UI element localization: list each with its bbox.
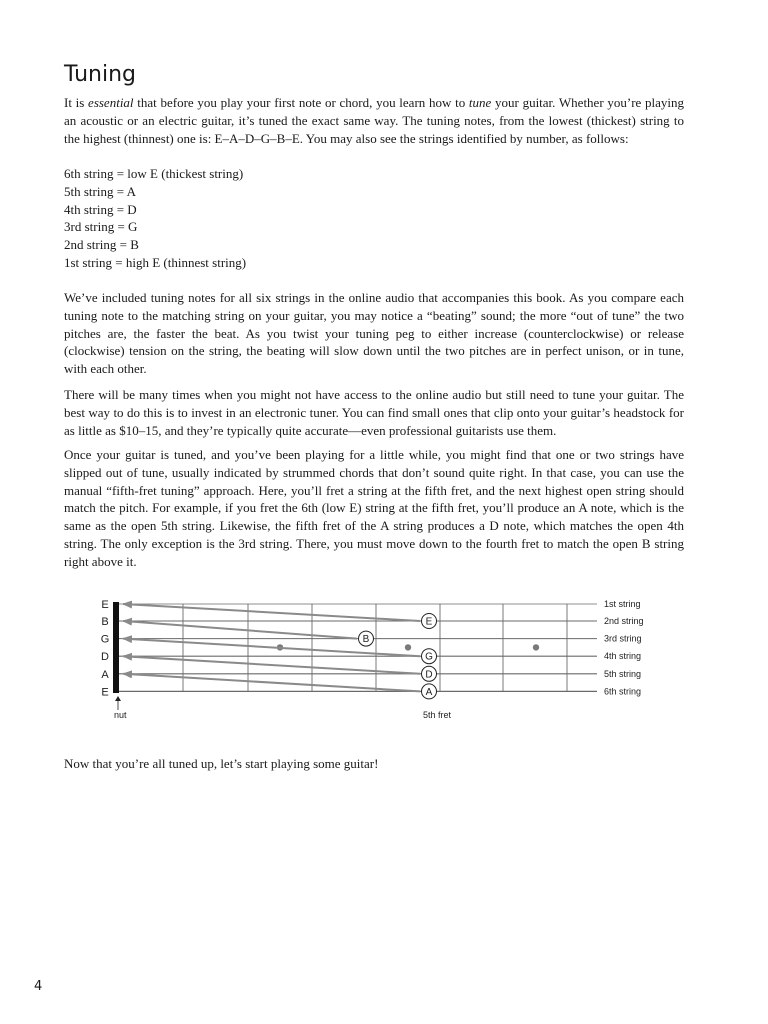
fretted-note-label: E [425, 616, 433, 628]
tuning-arrow-g-to-b [123, 621, 357, 639]
string-label: 2nd string [604, 616, 644, 626]
fretted-note-e [422, 614, 437, 629]
string-label: 1st string [604, 599, 641, 609]
open-note-label: B [101, 616, 109, 628]
tuning-arrow-d-to-g [123, 639, 420, 657]
intro-paragraph [64, 94, 684, 147]
list-item: 1st string = high E (thinnest string) [64, 254, 247, 270]
open-note-label: G [100, 633, 110, 646]
fifth-fret-paragraph: Once your guitar is tuned, and you’ve been playing for a little while, you might find that one or two strings have slipped out of tune, usually indicated by strummed chords that don’t sound quite right. In that case, you can use the manual “fifth-fret tuning” approach. Here, you’ll fret a string at the fifth fret, and the next highest open string should match the pitch. For example, if you fret the 6th (low E) string at the fifth fret, you’ll produce an A note, which is the same as the open 5th string. Likewise, the fifth fret of the A string produces a D note, which matches the open 4th string. The only exception is the 3rd string. There, you must move down to the fourth fret to match the open B string right above it. [64, 447, 684, 569]
intro-text-end: your guitar. Whether you’re playing an acoustic or an electric guitar, it’s tuned the exact same way. The tuning notes, from the lowest (thickest) string to the highest (thinnest) one is: E–A–D–G–B–E. You may also see the strings identified by number, as follows: [64, 95, 684, 146]
open-note-label: E [101, 686, 109, 699]
tuning-arrow-b-to-e [123, 604, 420, 621]
list-item: 3rd string = G [64, 219, 138, 235]
intro-text-middle: that before you play your first note or chord, you learn how to [133, 95, 469, 110]
open-note-label: D [101, 651, 109, 664]
string-number-labels [604, 599, 644, 696]
fretted-note-label: A [425, 686, 433, 698]
closing-paragraph: Now that you’re all tuned up, let’s start playing some guitar! [64, 756, 379, 771]
tune-emphasis: tune [468, 95, 492, 110]
fretted-note-g [422, 649, 437, 664]
fretboard-frets [183, 604, 567, 691]
fretted-note-d [422, 666, 437, 681]
fretted-note-b [359, 631, 374, 646]
fretted-note-a [422, 684, 437, 699]
essential-emphasis: essential [88, 95, 134, 110]
fretted-note-label: B [362, 634, 370, 646]
tuning-notes-paragraph: We’ve included tuning notes for all six strings in the online audio that accompanies this book. As you compare each tuning note to the matching string on your guitar, you may notice a “beating” sound; the more “out of tune” the two pitches are, the faster the beat. As you twist your tuning peg to either increase (counterclockwise) or release (clockwise) tension on the string, the beating will slow down until the two pitches are in perfect unison, or in tune, with each other. [64, 290, 684, 376]
intro-text-start: It is [64, 95, 89, 110]
electronic-tuner-paragraph: There will be many times when you might not have access to the online audio but still need to tune your guitar. The best way to do this is to invest in an electronic tuner. You can find small ones that clip onto your guitar’s headstock for as little as $10–15, and they’re typically quite accurate—even professional guitarists use them. [64, 387, 684, 438]
open-string-notes [101, 599, 110, 698]
page-title: Tuning [64, 62, 137, 87]
nut-pointer-arrowhead [115, 696, 121, 701]
page-number: 4 [34, 979, 43, 994]
string-label: 5th string [604, 668, 642, 679]
tuning-arrow-a-to-d [123, 656, 420, 674]
fifth-fret-tuning-diagram [0, 590, 768, 725]
string-label: 6th string [604, 686, 642, 697]
string-label: 4th string [604, 651, 642, 662]
tuning-arrow-e-to-a [123, 674, 420, 692]
open-note-label: A [101, 668, 109, 681]
fifth-fret-label: 5th fret [423, 710, 452, 720]
open-note-label: E [101, 599, 109, 611]
tuning-arrows [123, 604, 420, 691]
nut-label: nut [114, 710, 127, 720]
fretted-note-label: D [425, 669, 433, 681]
list-item: 5th string = A [64, 183, 136, 199]
fretted-note-label: G [425, 651, 433, 663]
string-list [64, 165, 684, 272]
list-item: 6th string = low E (thickest string) [64, 166, 244, 181]
list-item: 4th string = D [64, 201, 137, 217]
list-item: 2nd string = B [64, 237, 139, 252]
string-label: 3rd string [604, 633, 642, 644]
nut-bar [113, 602, 119, 693]
